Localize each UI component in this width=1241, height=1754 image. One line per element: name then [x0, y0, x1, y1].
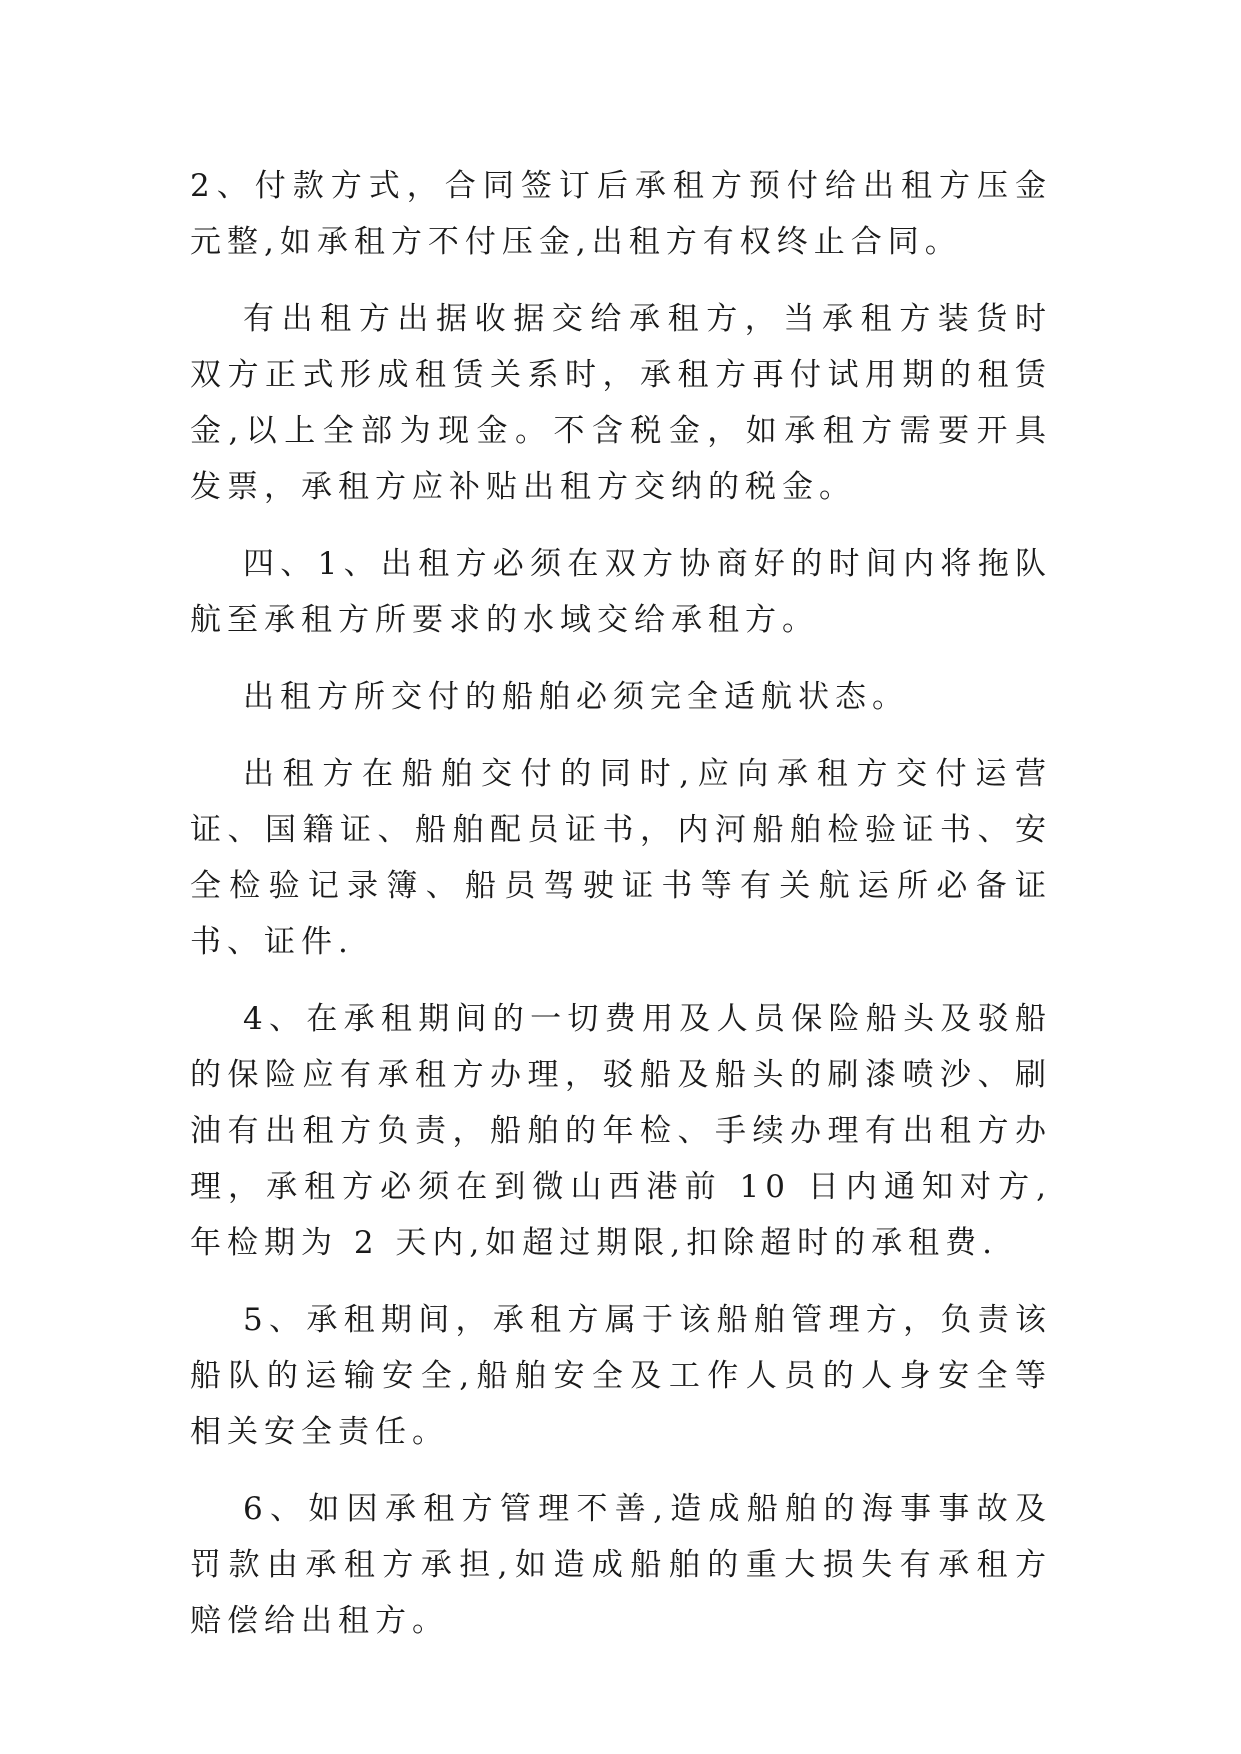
paragraph-receipt: 有出租方出据收据交给承租方，当承租方装货时双方正式形成租赁关系时，承租方再付试用期的租赁金,以上全部为现金。不含税金，如承租方需要开具发票，承租方应补贴出租方交纳的税金。 — [190, 301, 1052, 505]
paragraph-safety-responsibility: 5、承租期间，承租方属于该船舶管理方，负责该船队的运输安全,船舶安全及工作人员的人身安全等相关安全责任。 — [190, 1302, 1052, 1450]
paragraph-delivery-location: 四、1、出租方必须在双方协商好的时间内将拖队航至承租方所要求的水域交给承租方。 — [190, 546, 1052, 638]
paragraph-seaworthy: 出租方所交付的船舶必须完全适航状态。 — [243, 679, 909, 715]
paragraph-expenses: 4、在承租期间的一切费用及人员保险船头及驳船的保险应有承租方办理，驳船及船头的刷漆喷沙、刷油有出租方负责，船舶的年检、手续办理有出租方办理，承租方必须在到微山西港前 10 日内通知对方,年检期为 2 天内,如超过期限,扣除超时的承租费. — [190, 1001, 1052, 1261]
document-body — [190, 158, 1052, 1670]
paragraph-liability: 6、如因承租方管理不善,造成船舶的海事事故及罚款由承租方承担,如造成船舶的重大损失有承租方赔偿给出租方。 — [190, 1491, 1052, 1639]
paragraph-certificates: 出租方在船舶交付的同时,应向承租方交付运营证、国籍证、船舶配员证书，内河船舶检验证书、安全检验记录簿、船员驾驶证书等有关航运所必备证书、证件. — [190, 756, 1052, 960]
paragraph-payment-method: 2、付款方式，合同签订后承租方预付给出租方压金元整,如承租方不付压金,出租方有权终止合同。 — [190, 168, 1052, 260]
